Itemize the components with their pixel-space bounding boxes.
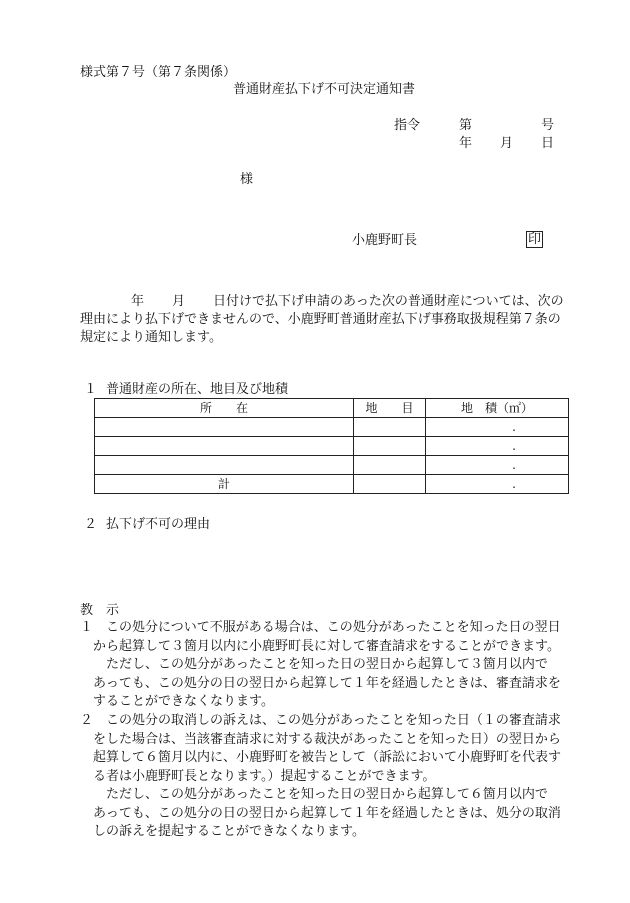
notice-line: １ この処分について不服がある場合は、この処分があったことを知った日の翌日 — [80, 620, 561, 635]
table-total-row — [95, 475, 569, 494]
seal-text: 印 — [528, 232, 542, 247]
table-row — [95, 437, 569, 456]
cell-location — [95, 437, 354, 456]
cell-area: . — [426, 437, 569, 456]
notice-line: ただし、この処分があったことを知った日の翌日から起算して３箇月以内で — [80, 657, 548, 672]
notice-line: ただし、この処分があったことを知った日の翌日から起算して６箇月以内で — [80, 787, 548, 802]
body-line2: 理由により払下げできませんので、小鹿野町普通財産払下げ事務取扱規程第７条の — [80, 312, 561, 327]
notice-line: ２ この処分の取消しの訴えは、この処分があったことを知った日（１の審査請求 — [80, 713, 561, 728]
cell-land-category — [354, 418, 426, 437]
cell-land-category — [354, 475, 426, 494]
cell-land-category — [354, 437, 426, 456]
notice-line: る者は小鹿野町長となります。）提起することができます。 — [80, 768, 436, 784]
total-label: 計 — [95, 475, 354, 494]
notice-heading: 教 示 — [80, 603, 120, 618]
document-title: 普通財産払下げ不可決定通知書 — [233, 82, 416, 97]
section2-number: ２ — [84, 517, 98, 532]
header-land-category: 地 目 — [354, 399, 426, 418]
date-year: 年 — [459, 136, 473, 151]
issuer-name: 小鹿野町長 — [352, 233, 418, 248]
date-day: 日 — [541, 136, 555, 151]
header-area: 地 積（㎡） — [426, 399, 569, 418]
cell-area: . — [426, 456, 569, 475]
notice-line: 起算して６箇月以内に、小鹿野町を被告として（訴訟において小鹿野町を代表す — [80, 750, 562, 765]
seal-mark — [526, 232, 543, 248]
notice-line: あっても、この処分の日の翌日から起算して１年を経過したときは、処分の取消 — [80, 805, 561, 821]
cell-total-area: . — [426, 475, 569, 494]
property-table — [94, 398, 569, 494]
cell-location — [95, 456, 354, 475]
header-location: 所 在 — [95, 399, 354, 418]
reference-dai: 第 — [459, 118, 473, 133]
notice-line: しの訴えを提起することができなくなります。 — [80, 824, 365, 839]
form-number: 様式第７号（第７条関係） — [80, 65, 237, 80]
body-line3: 規定により通知します。 — [80, 330, 222, 345]
notice-paragraph-1 — [80, 619, 570, 712]
section1-title: 普通財産の所在、地目及び地積 — [106, 382, 289, 397]
body-line1-year: 年 — [131, 294, 145, 309]
notice-line: あっても、この処分の日の翌日から起算して１年を経過したときは、審査請求を — [80, 675, 561, 691]
notice-paragraph-2 — [80, 712, 570, 842]
notice-line: することができなくなります。 — [80, 694, 274, 709]
reference-shirei: 指令 — [394, 118, 421, 133]
notice-line: から起算して３箇月以内に小鹿野町長に対して審査請求をすることができます。 — [80, 638, 560, 654]
addressee-suffix: 様 — [240, 172, 254, 187]
section1-number: １ — [84, 382, 98, 397]
notice-line: をした場合は、当該審査請求に対する裁決があったことを知った日）の翌日から — [80, 731, 561, 747]
cell-land-category — [354, 456, 426, 475]
body-line1-rest: 日付けで払下げ申請のあった次の普通財産については、次の — [213, 294, 564, 309]
reference-go: 号 — [541, 118, 555, 133]
body-line1-month: 月 — [172, 294, 186, 309]
table-row — [95, 418, 569, 437]
section2-title: 払下げ不可の理由 — [106, 517, 211, 532]
table-row — [95, 456, 569, 475]
cell-area: . — [426, 418, 569, 437]
table-header-row — [95, 399, 569, 418]
cell-location — [95, 418, 354, 437]
date-month: 月 — [500, 136, 514, 151]
